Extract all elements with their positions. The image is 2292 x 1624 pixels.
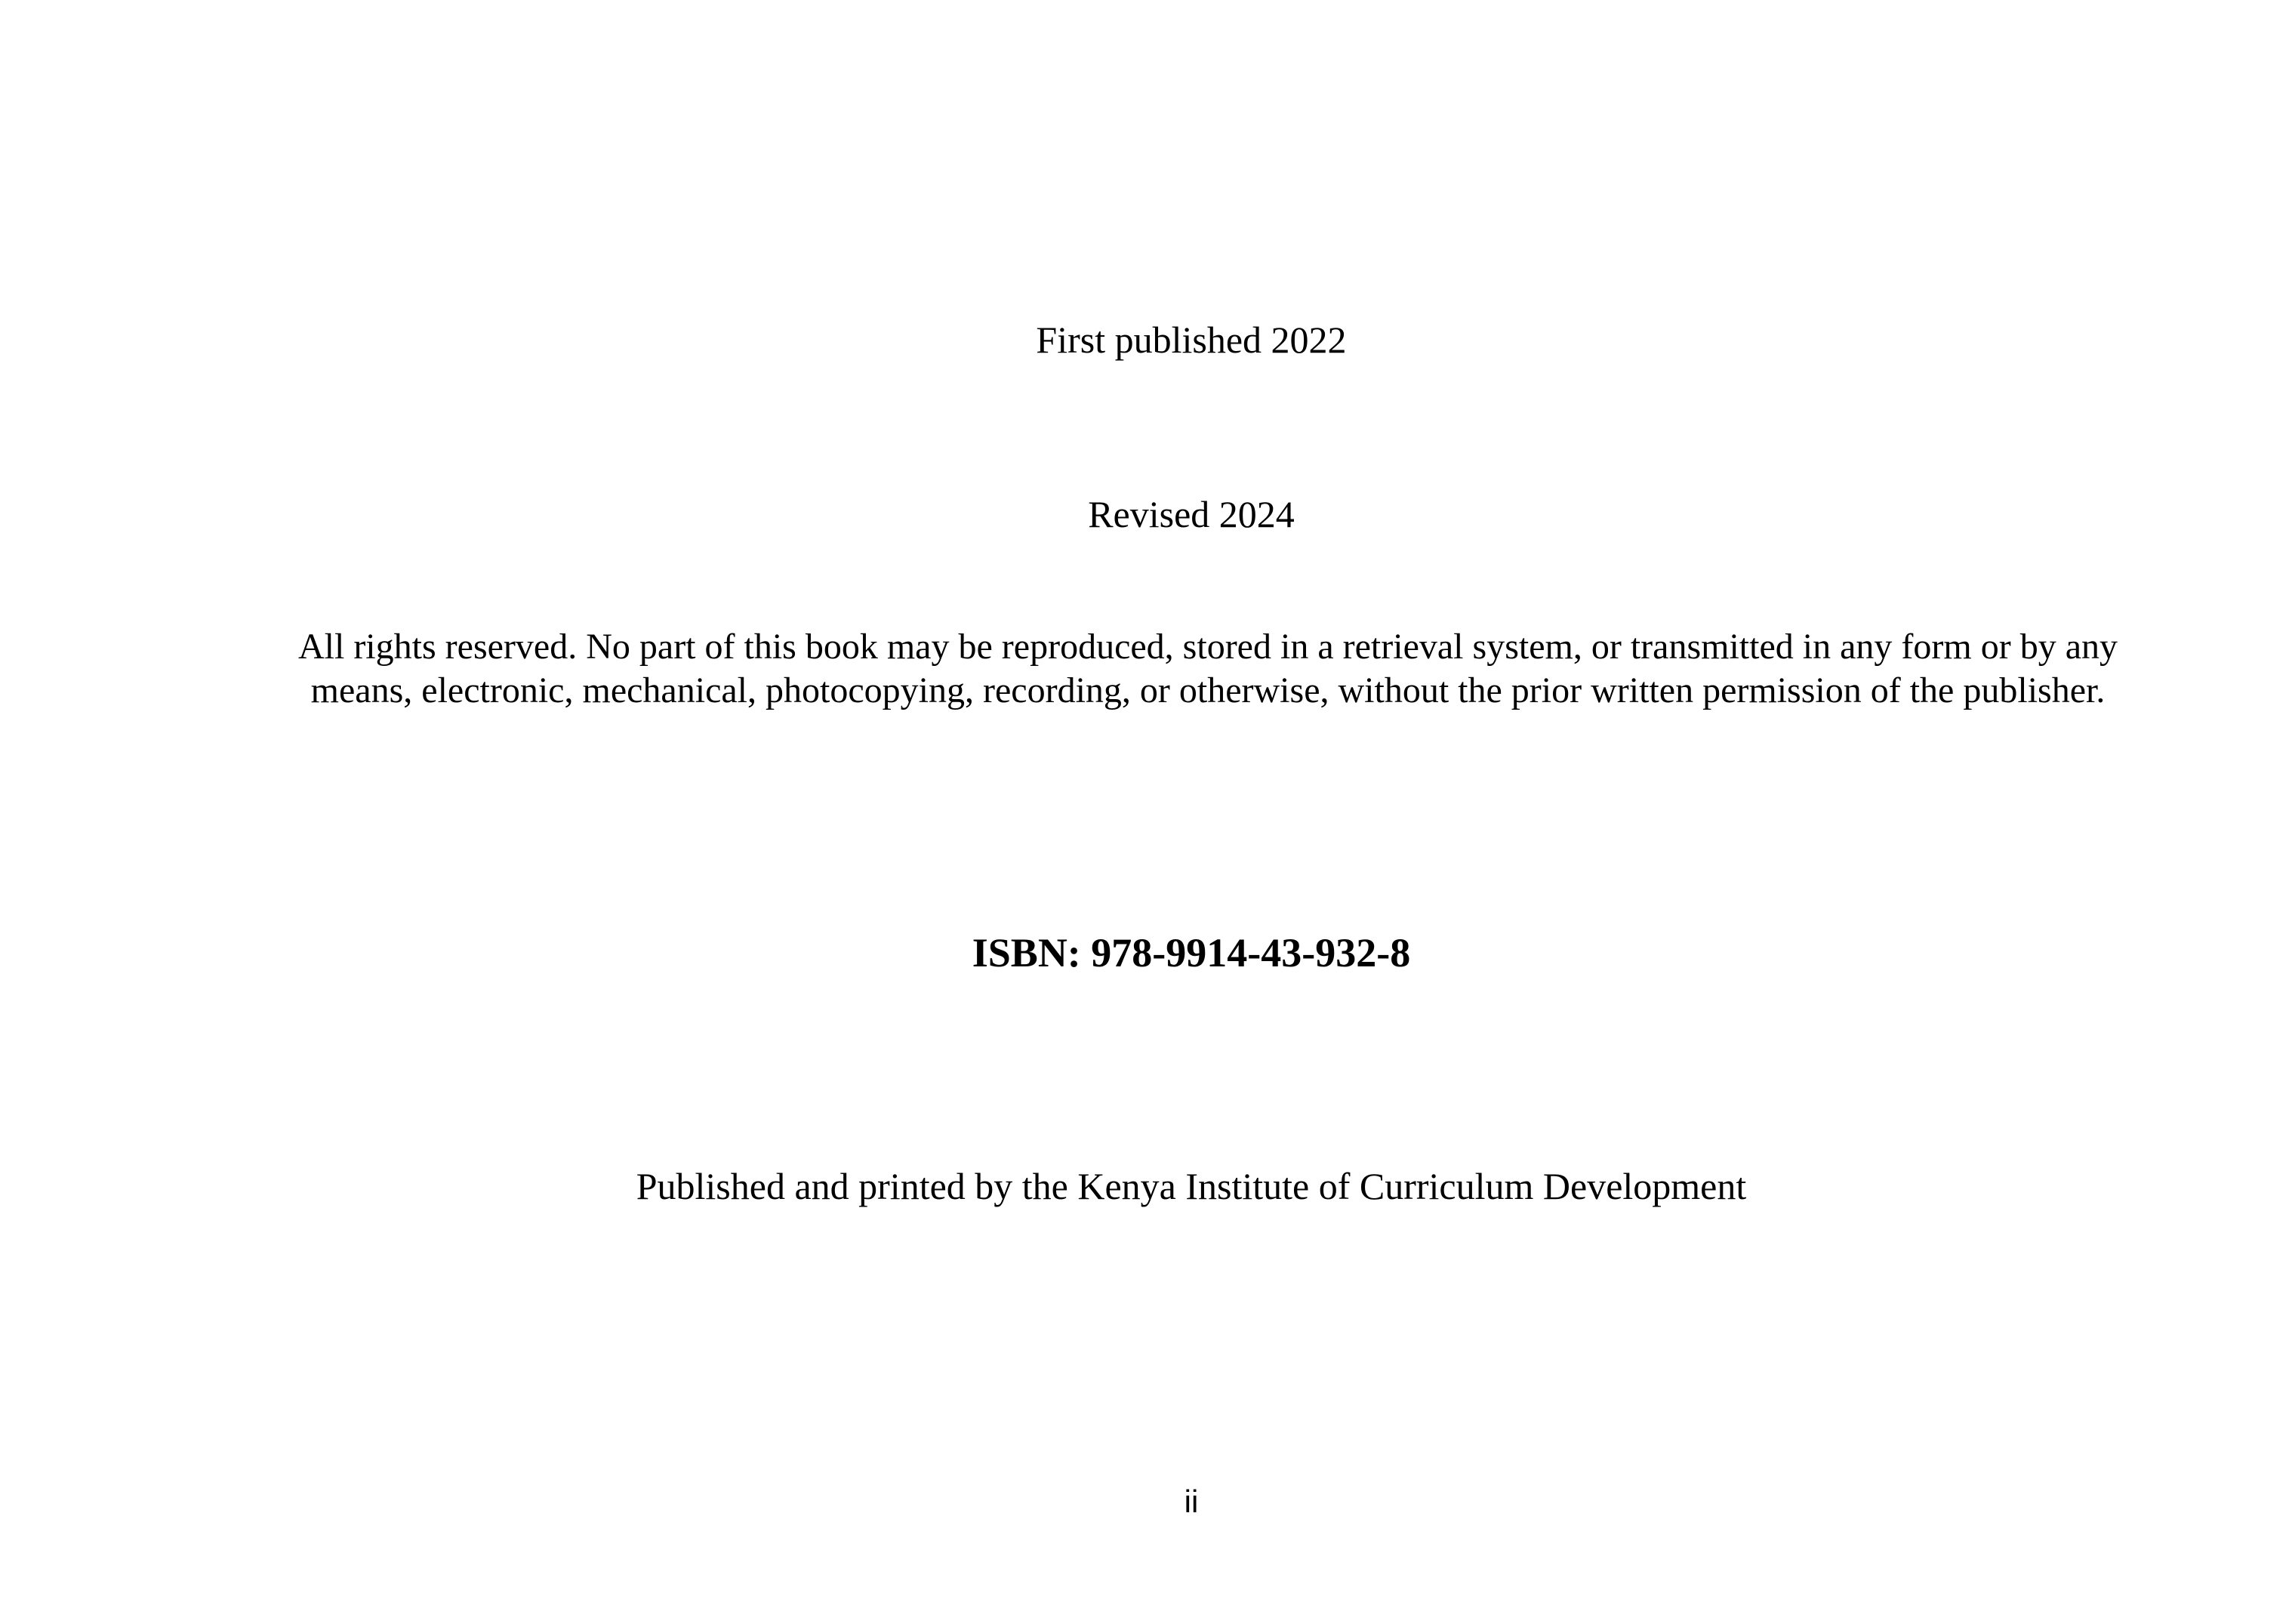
rights-statement-line-2: means, electronic, mechanical, photocopying, recording, or otherwise, without the prior written permission of the publisher. — [310, 670, 2106, 710]
rights-statement-line-1: All rights reserved. No part of this book may be reproduced, stored in a retrieval system, or transmitted in any form or by any — [297, 627, 2118, 667]
page-number: ii — [1184, 1484, 1199, 1519]
revised-date: Revised 2024 — [1088, 493, 1295, 535]
publisher-statement: Published and printed by the Kenya Institute of Curriculum Development — [636, 1165, 1747, 1207]
isbn-number: ISBN: 978-9914-43-932-8 — [972, 930, 1411, 975]
rights-statement — [249, 625, 2167, 713]
first-published-date: First published 2022 — [1036, 319, 1347, 361]
